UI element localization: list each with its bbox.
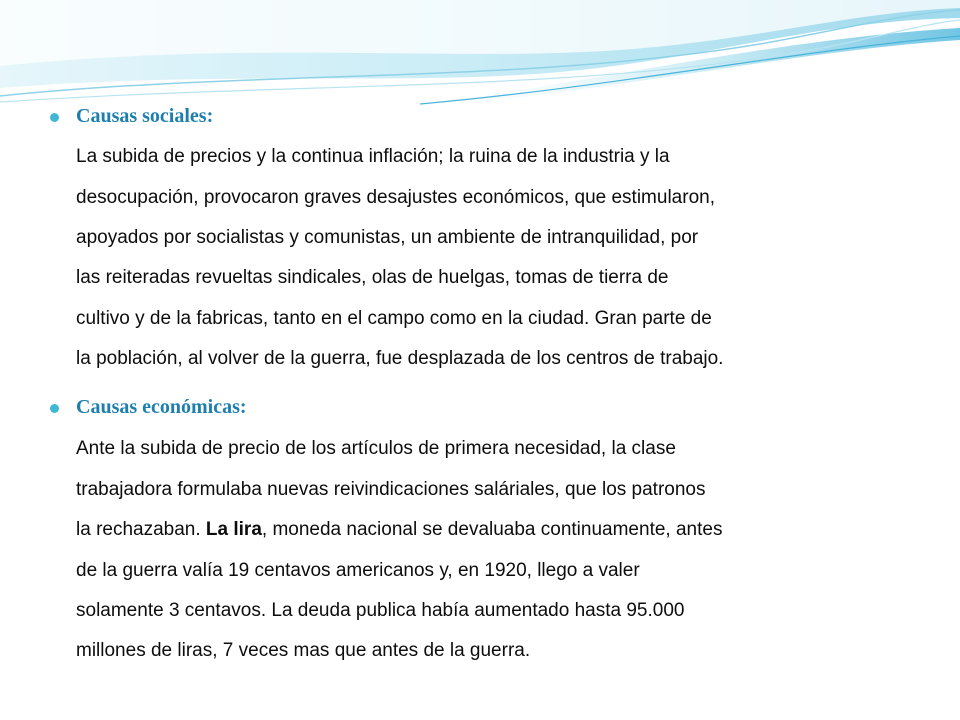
paragraph-line: apoyados por socialistas y comunistas, un ambiente de intranquilidad, por (76, 227, 699, 248)
paragraph-line: de la guerra valía 19 centavos americanos y, en 1920, llego a valer (76, 560, 640, 581)
paragraph-line: las reiteradas revueltas sindicales, olas de huelgas, tomas de tierra de (76, 267, 669, 288)
paragraph-line: la rechazaban. La lira, moneda nacional se devaluaba continuamente, antes (76, 519, 723, 540)
paragraph-line: trabajadora formulaba nuevas reivindicaciones saláriales, que los patronos (76, 479, 706, 500)
paragraph-line: solamente 3 centavos. La deuda publica había aumentado hasta 95.000 (76, 600, 685, 621)
bold-term: La lira (205, 519, 262, 540)
paragraph-line: la población, al volver de la guerra, fue desplazada de los centros de trabajo. (76, 348, 724, 369)
paragraph-line: millones de liras, 7 veces mas que antes de la guerra. (76, 640, 531, 661)
paragraph-line: desocupación, provocaron graves desajustes económicos, que estimularon, (76, 187, 715, 208)
paragraph-line: cultivo y de la fabricas, tanto en el campo como en la ciudad. Gran parte de (76, 308, 712, 329)
section-heading-economicas: Causas económicas: (76, 396, 247, 418)
bullet-icon (50, 113, 59, 122)
section-heading-sociales: Causas sociales: (76, 105, 214, 127)
bullet-icon (50, 404, 59, 413)
paragraph-line: Ante la subida de precio de los artículos de primera necesidad, la clase (76, 438, 676, 459)
paragraph-line: La subida de precios y la continua inflación; la ruina de la industria y la (76, 146, 670, 167)
